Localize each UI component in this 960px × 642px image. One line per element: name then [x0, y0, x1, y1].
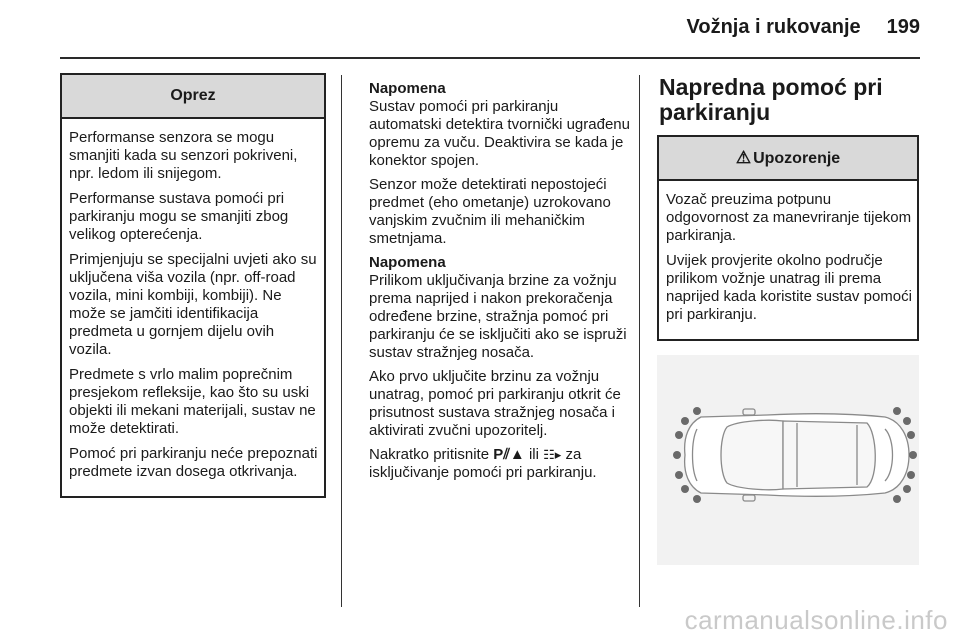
- watermark: carmanualsonline.info: [684, 605, 948, 635]
- para-text: Nakratko pritisnite: [369, 446, 490, 463]
- note-text: Sustav pomoći pri parkiranju automatski detektira tvornički ugrađenu opremu za vuču. Deaktivira se kada je konektor spojen.: [369, 98, 630, 169]
- warning-icon: ⚠: [735, 148, 752, 167]
- body-paragraph: [369, 446, 631, 482]
- caution-paragraph: Pomoć pri parkiranju neće prepoznati predmete izvan dosega otkrivanja.: [69, 445, 318, 480]
- header-title: Vožnja i rukovanje: [686, 16, 861, 38]
- caution-body: [62, 119, 324, 496]
- body-paragraph: Senzor može detektirati nepostojeći predmet (eho ometanje) uzrokovano vanjskim zvučnim ili mehaničkim smetnjama.: [369, 176, 611, 247]
- page-number: 199: [886, 16, 920, 38]
- body-paragraph: Ako prvo uključite brzinu za vožnju unatrag, pomoć pri parkiranju otkrit će prisutnost sustava stražnjeg nosača i aktivirati zvučni upozoritelj.: [369, 368, 621, 439]
- car-sensor-figure: [657, 355, 919, 565]
- column-divider-right: [639, 75, 640, 607]
- right-column: [657, 75, 919, 565]
- page-header: [687, 16, 921, 39]
- advanced-park-assist-icon: ☷▸: [543, 447, 562, 462]
- caution-box: [60, 73, 326, 498]
- caution-paragraph: Primjenjuju se specijalni uvjeti ako su uključena viša vozila (npr. off-road vozila, mini kombiji, kombiji). Ne može se jamčiti identifikacija predmeta u gornjem dijelu ovih vozila.: [69, 251, 317, 358]
- warning-paragraph: Vozač preuzima potpunu odgovornost za manevriranje tijekom parkiranja.: [666, 191, 912, 244]
- caution-paragraph: Performanse senzora se mogu smanjiti kada su senzori pokriveni, npr. ledom ili snijegom.: [69, 129, 298, 182]
- column-divider-left: [341, 75, 342, 607]
- middle-column: [369, 80, 631, 488]
- note-text: Prilikom uključivanja brzine za vožnju prema naprijed i nakon prekoračenja određene brzine, stražnja pomoć pri parkiranju će se isključiti ako se ispruži sustav stražnjeg nosača.: [369, 272, 627, 361]
- warning-title: Upozorenje: [753, 150, 841, 167]
- para-text: ili: [528, 446, 539, 463]
- para-text: za isključivanje pomoći pri parkiranju.: [369, 446, 597, 481]
- header-rule: [60, 57, 920, 59]
- car-top-view-sensors-icon: [657, 355, 919, 565]
- caution-title: Oprez: [62, 75, 324, 119]
- warning-paragraph: Uvijek provjerite okolno područje prilikom vožnje unatrag ili prema naprijed kada koristite sustav pomoći pri parkiranju.: [666, 252, 912, 323]
- caution-paragraph: Predmete s vrlo malim poprečnim presjekom refleksije, kao što su uski objekti ili mekani materijali, sustav ne može detektirati.: [69, 366, 316, 437]
- park-assist-button-icon: P⫽▲: [493, 446, 525, 463]
- warning-body: [659, 181, 917, 339]
- note-heading: Napomena: [369, 254, 446, 271]
- warning-title-bar: [659, 137, 917, 181]
- note-heading: Napomena: [369, 80, 446, 97]
- warning-box: [657, 135, 919, 341]
- section-title: Napredna pomoć pri parkiranju: [659, 74, 883, 125]
- caution-paragraph: Performanse sustava pomoći pri parkiranju mogu se smanjiti zbog velikog opterećenja.: [69, 190, 289, 243]
